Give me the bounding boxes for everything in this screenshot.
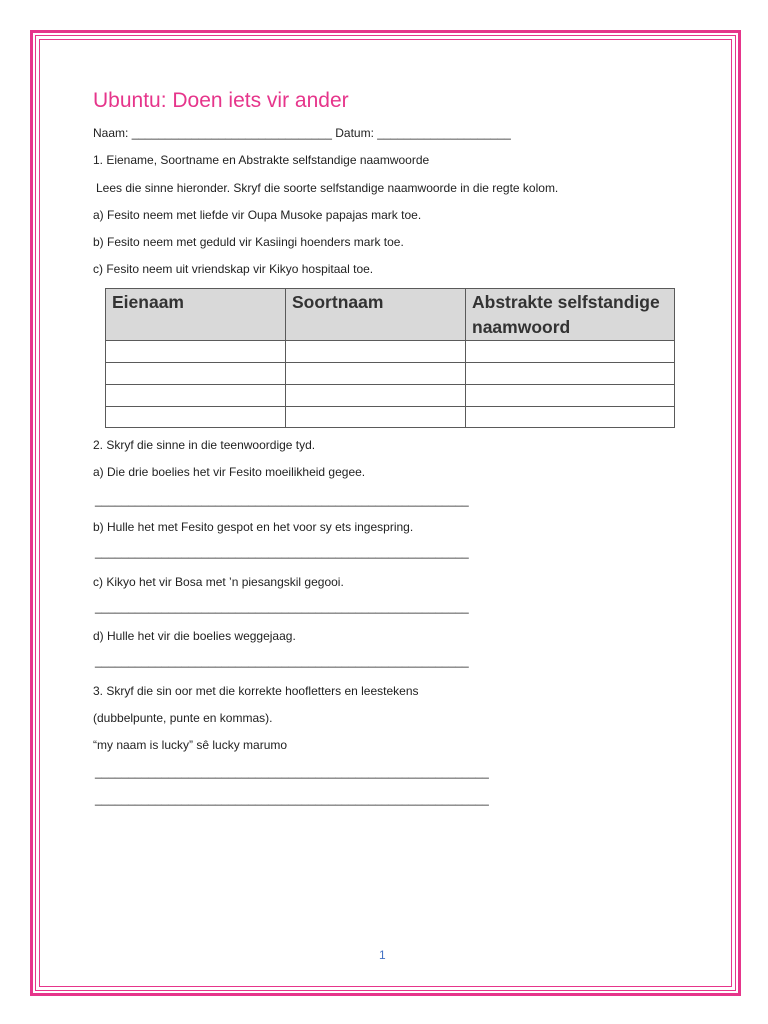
nouns-table: [105, 288, 675, 428]
section2-sentence-b: b) Hulle het met Fesito gespot en het voor sy ets ingespring.: [93, 520, 414, 534]
table-header-abstract-noun: Abstrakte selfstandige naamwoord: [466, 289, 675, 341]
table-cell: [286, 341, 466, 363]
table-row: [106, 363, 675, 385]
section3-heading: 3. Skryf die sin oor met die korrekte hoofletters en leestekens: [93, 684, 419, 698]
section2-answer-line-c: ________________________________________________________: [95, 600, 469, 614]
section1-sentence-b: b) Fesito neem met geduld vir Kasiingi hoenders mark toe.: [93, 235, 404, 249]
table-cell: [286, 385, 466, 407]
date-label: Datum:: [335, 126, 374, 140]
table-cell: [106, 385, 286, 407]
table-cell: [286, 363, 466, 385]
table-header-common-noun: Soortnaam: [286, 289, 466, 341]
table-cell: [106, 341, 286, 363]
table-row: [106, 385, 675, 407]
name-date-line: [93, 126, 511, 140]
table-row: [106, 407, 675, 428]
section2-answer-line-d: ________________________________________________________: [95, 654, 469, 668]
table-cell: [466, 363, 675, 385]
table-header-row: [106, 289, 675, 341]
section2-sentence-d: d) Hulle het vir die boelies weggejaag.: [93, 629, 296, 643]
worksheet-title: Ubuntu: Doen iets vir ander: [93, 89, 349, 112]
name-label: Naam:: [93, 126, 129, 140]
section3-answer-line-2: ___________________________________________________________: [95, 792, 489, 806]
section2-sentence-a: a) Die drie boelies het vir Fesito moeilikheid gegee.: [93, 465, 366, 479]
section2-answer-line-b: ________________________________________________________: [95, 545, 469, 559]
section1-sentence-c: c) Fesito neem uit vriendskap vir Kikyo hospitaal toe.: [93, 262, 374, 276]
section3-sentence: “my naam is lucky” sê lucky marumo: [93, 738, 288, 752]
page-number: 1: [379, 948, 386, 962]
section2-answer-line-a: ________________________________________________________: [95, 493, 469, 507]
table-cell: [106, 407, 286, 428]
date-blank: ____________________: [377, 126, 511, 140]
table-row: [106, 341, 675, 363]
table-cell: [466, 385, 675, 407]
section1-instruction: Lees die sinne hieronder. Skryf die soorte selfstandige naamwoorde in die regte kolom.: [96, 181, 559, 195]
table-cell: [106, 363, 286, 385]
section1-heading: 1. Eiename, Soortname en Abstrakte selfstandige naamwoorde: [93, 153, 430, 167]
section3-heading-continued: (dubbelpunte, punte en kommas).: [93, 711, 273, 725]
name-blank: ______________________________: [131, 126, 332, 140]
section3-answer-line-1: ___________________________________________________________: [95, 765, 489, 779]
table-cell: [286, 407, 466, 428]
table-cell: [466, 341, 675, 363]
table-cell: [466, 407, 675, 428]
table-header-proper-noun: Eienaam: [106, 289, 286, 341]
section2-sentence-c: c) Kikyo het vir Bosa met ’n piesangskil gegooi.: [93, 575, 344, 589]
section2-heading: 2. Skryf die sinne in die teenwoordige tyd.: [93, 438, 316, 452]
section1-sentence-a: a) Fesito neem met liefde vir Oupa Musoke papajas mark toe.: [93, 208, 422, 222]
